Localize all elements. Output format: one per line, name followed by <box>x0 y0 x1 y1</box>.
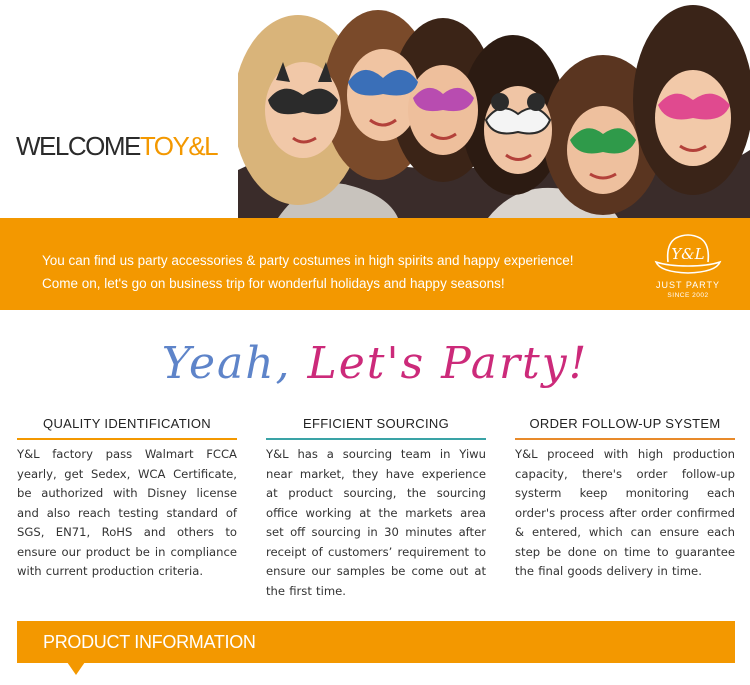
column-title: EFFICIENT SOURCING <box>302 416 449 431</box>
logo-tagline: JUST PARTY <box>655 280 720 290</box>
logo-since: SINCE 2002 <box>667 292 709 299</box>
column-divider <box>515 438 735 440</box>
column-title: QUALITY IDENTIFICATION <box>43 416 211 431</box>
column-title: ORDER FOLLOW-UP SYSTEM <box>529 416 721 431</box>
welcome-word: WELCOME <box>16 131 140 161</box>
logo-mark: Y&L <box>671 245 705 263</box>
party-masks-photo <box>238 0 750 218</box>
intro-banner <box>0 218 750 310</box>
product-information-bar <box>17 621 735 663</box>
order-followup-column <box>515 416 735 582</box>
product-information-label: PRODUCT INFORMATION <box>43 632 256 652</box>
slogan-yeah: Yeah, <box>161 338 292 389</box>
column-body: Y&L proceed with high production capacity, there's order follow-up systerm keep monitoring each order's process after order confirmed & entered, which can ensure each step be done on time to guarantee the final goods delivery in time. <box>515 447 735 578</box>
slogan-lets-party: Let's Party! <box>307 338 589 389</box>
bar-pointer-icon <box>67 662 85 675</box>
welcome-heading <box>16 131 217 162</box>
hero-section <box>0 0 750 218</box>
banner-text <box>42 249 574 295</box>
column-divider <box>266 438 486 440</box>
column-body: Y&L has a sourcing team in Yiwu near market, they have experience at product sourcing, the sourcing office working at the markets area set off sourcing in 30 minutes after receipt of customers’ requirement to ensure our samples be come out at the first time. <box>266 447 486 598</box>
party-hat-logo-icon <box>638 228 738 278</box>
column-body: Y&L factory pass Walmart FCCA yearly, get Sedex, WCA Certificate, be authorized with Disney license and also reach testing standard of SGS, EN71, RoHS and others to ensure our product be in compliance with current production criteria. <box>17 447 237 578</box>
banner-line-1: You can find us party accessories & party costumes in high spirits and happy experience! <box>42 253 574 268</box>
yl-logo <box>638 228 738 306</box>
quality-column <box>17 416 237 582</box>
sourcing-column <box>266 416 486 601</box>
column-divider <box>17 438 237 440</box>
banner-line-2: Come on, let's go on business trip for wonderful holidays and happy seasons! <box>42 276 505 291</box>
party-slogan <box>0 338 750 389</box>
brand-word: TOY&L <box>139 131 218 161</box>
